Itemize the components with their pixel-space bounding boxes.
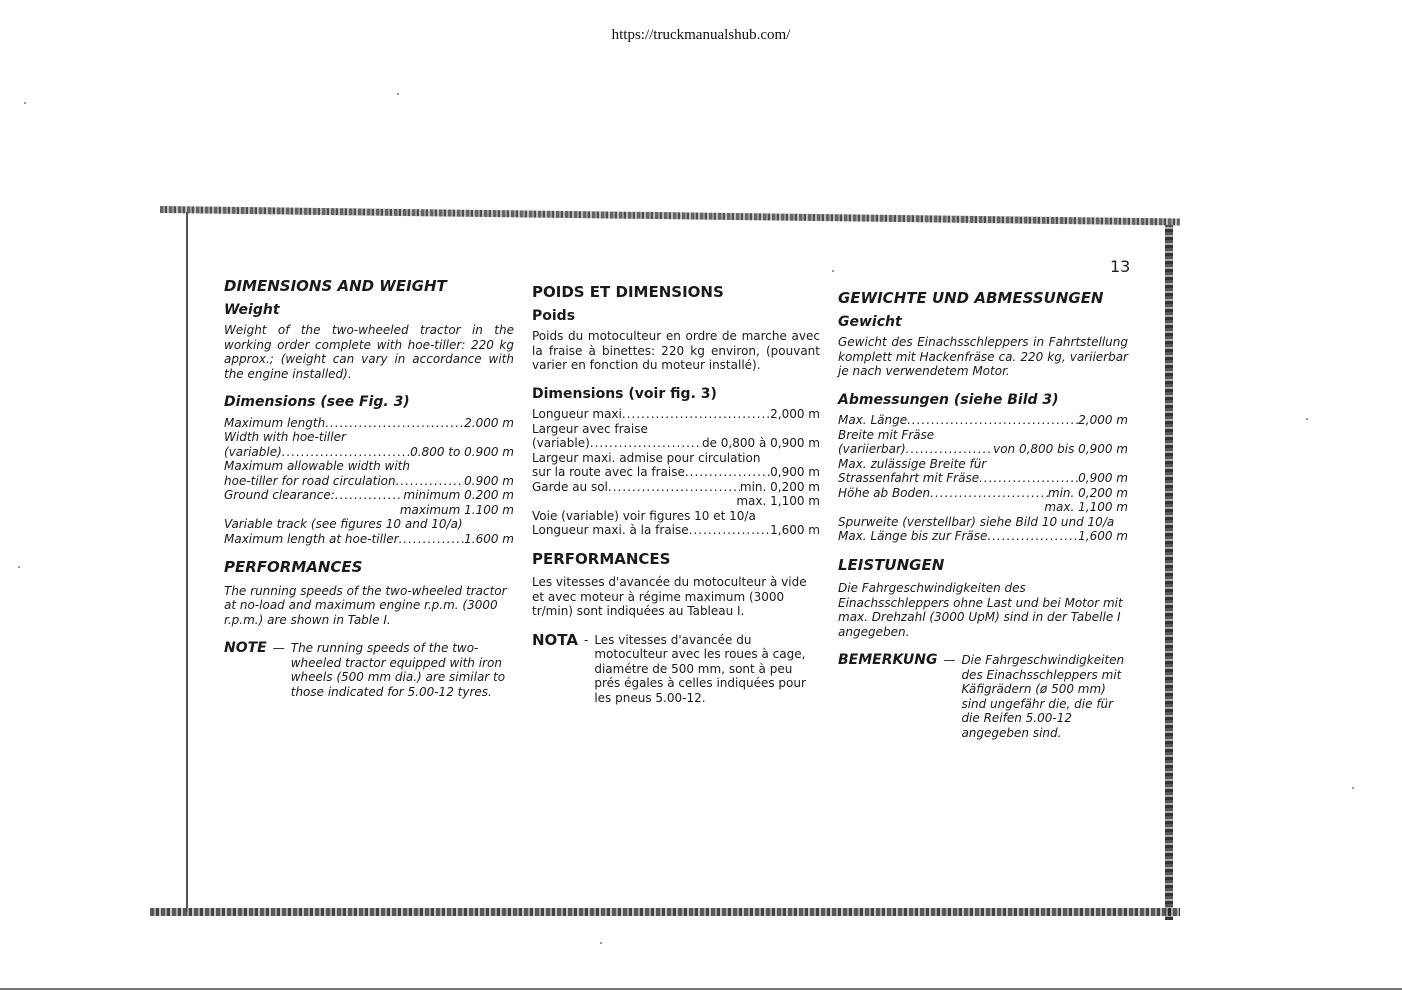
performances-heading: PERFORMANCES [532, 549, 671, 568]
spec-line: maximum 1.100 m [399, 502, 514, 517]
performances-heading: PERFORMANCES [224, 558, 363, 576]
scan-edge-right [1165, 225, 1173, 920]
weight-heading: Weight [224, 301, 280, 318]
scan-speck [397, 93, 399, 95]
scan-speck [832, 270, 834, 272]
spec-line: Breite mit Fräse [838, 427, 935, 442]
spec-line: Max. zulässige Breite für [838, 456, 987, 471]
scan-speck [1306, 418, 1308, 420]
weight-text: Weight of the two-wheeled tractor in the working order complete with hoe-tiller: 220 kg approx.; (weight can vary in accordance with the engine installed). [224, 323, 514, 381]
section-title: POIDS ET DIMENSIONS [532, 283, 724, 301]
weight-text: Gewicht des Einachsschleppers in Fahrtstellung komplett mit Hackenfräse ca. 220 kg, variierbar je nach verwendetem Motor. [838, 335, 1128, 378]
spec-line: Maximum length at hoe-tiller ..... 1.600 m [224, 532, 514, 547]
spec-line: (variable) ..... 0.800 to 0.900 m [224, 445, 514, 460]
spec-line: Width with hoe-tiller [224, 430, 346, 444]
note [532, 630, 820, 706]
spec-line: Largeur avec fraise [532, 421, 648, 436]
spec-line: sur la route avec la fraise ..... 0,900 m [532, 465, 820, 480]
spec-line: (variierbar) ..... von 0,800 bis 0,900 m [838, 442, 1128, 457]
spec-line: Garde au sol ..... min. 0,200 m [532, 480, 820, 495]
dimensions-heading: Dimensions (voir fig. 3) [532, 385, 717, 402]
section-title: GEWICHTE UND ABMESSUNGEN [838, 289, 1104, 307]
note [838, 653, 1128, 740]
performances-heading: LEISTUNGEN [838, 555, 945, 574]
spec-line: Longueur maxi. à la fraise ..... 1,600 m [532, 523, 820, 538]
spec-line: Longueur maxi ..... 2,000 m [532, 407, 820, 422]
note-label: BEMERKUNG [838, 652, 938, 668]
page-number: 13 [1110, 257, 1131, 276]
note-dash: - [583, 632, 589, 647]
scan-speck [600, 942, 602, 944]
spec-line: Höhe ab Boden ..... min. 0,200 m [838, 486, 1128, 501]
scan-speck [1352, 787, 1354, 789]
weight-heading: Gewicht [838, 313, 902, 330]
spec-line: Voie (variable) voir figures 10 et 10/a [532, 508, 756, 523]
scan-speck [18, 566, 20, 568]
performances-text: The running speeds of the two-wheeled tractor at no-load and maximum engine r.p.m. (3000 r.p.m.) are shown in Table I. [224, 583, 507, 627]
weight-text: Poids du motoculteur en ordre de marche avec la fraise à binettes: 220 kg environ, (pouvant varier en fonction du moteur installé). [532, 329, 820, 372]
spec-line: hoe-tiller for road circulation ..... 0.900 m [224, 474, 514, 489]
german-column [838, 291, 1128, 740]
spec-line: Max. Länge bis zur Fräse ..... 1,600 m [838, 529, 1128, 544]
page-bottom-rule [0, 988, 1402, 990]
performances-text: Les vitesses d'avancée du motoculteur à vide et avec moteur à régime maximum (3000 tr/min) sont indiquées au Tableau I. [532, 575, 807, 618]
scan-edge-left [186, 212, 188, 912]
scan-edge-bottom [150, 908, 1180, 916]
scan-speck [24, 102, 26, 104]
spec-line: Strassenfahrt mit Fräse ..... 0,900 m [838, 471, 1128, 486]
note-label: NOTA [532, 630, 578, 649]
french-column [532, 285, 820, 705]
note-text: Les vitesses d'avancée du motoculteur avec les roues à cage, diamétre de 500 mm, sont à peu prés égales à celles indiquées pour les pneus 5.00-12. [594, 632, 806, 705]
section-title: DIMENSIONS AND WEIGHT [224, 277, 447, 295]
note-dash: — [943, 653, 956, 667]
note-text: Die Fahrgeschwindigkeiten des Einachsschleppers mit Käfigrädern (ø 500 mm) sind ungefähr die, die für die Reifen 5.00-12 angegeben sind. [961, 653, 1125, 740]
spec-line: Largeur maxi. admise pour circulation [532, 450, 761, 465]
spec-line: Max. Länge ..... 2,000 m [838, 413, 1128, 428]
spec-line: Maximum allowable width with [224, 459, 410, 473]
source-url: https://truckmanualshub.com/ [611, 27, 791, 43]
note-dash: — [272, 641, 285, 655]
spec-line: Variable track (see figures 10 and 10/a) [224, 517, 463, 531]
english-column [224, 279, 514, 699]
spec-line: Ground clearance: ..... minimum 0.200 m [224, 488, 514, 503]
spec-line: Spurweite (verstellbar) siehe Bild 10 und 10/a [838, 514, 1115, 529]
spec-line: max. 1,100 m [1044, 500, 1128, 514]
note [224, 641, 514, 699]
note-label: NOTE [224, 640, 267, 656]
dimensions-heading: Abmessungen (siehe Bild 3) [838, 391, 1059, 408]
dimensions-heading: Dimensions (see Fig. 3) [224, 394, 410, 410]
spec-line: (variable) ..... de 0,800 à 0,900 m [532, 436, 820, 451]
spec-line: max. 1,100 m [736, 494, 820, 508]
weight-heading: Poids [532, 307, 576, 324]
spec-line: Maximum length ..... 2.000 m [224, 416, 514, 431]
scan-edge-top [160, 206, 1180, 225]
performances-text: Die Fahrgeschwindigkeiten des Einachsschleppers ohne Last und bei Motor mit max. Drehzahl (3000 UpM) sind in der Tabelle I angegeben. [838, 581, 1123, 639]
note-text: The running speeds of the two-wheeled tractor equipped with iron wheels (500 mm dia.) are similar to those indicated for 5.00-12 tyres. [290, 641, 506, 699]
